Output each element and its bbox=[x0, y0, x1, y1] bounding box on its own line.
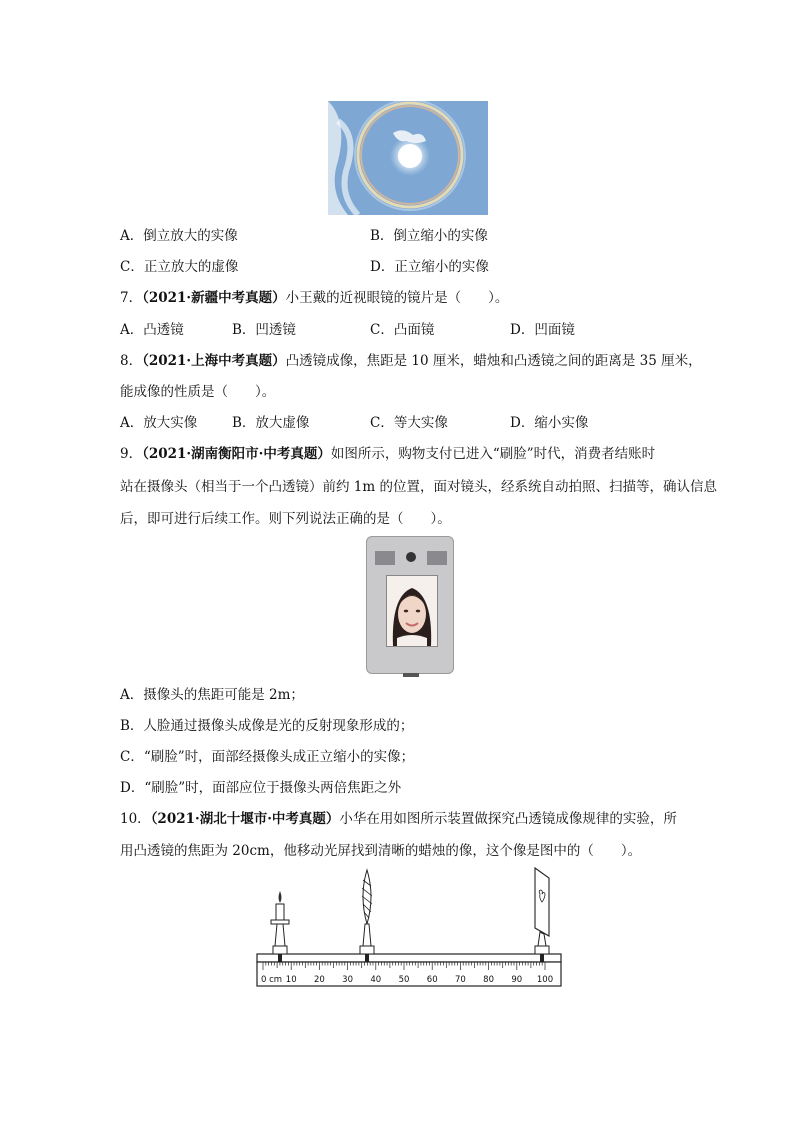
q9-stem-line3: 后，即可进行后续工作。则下列说法正确的是（ ）。 bbox=[120, 511, 451, 527]
q10-question-part1: 小华在用如图所示装置做探究凸透镜成像规律的实验，所 bbox=[339, 811, 677, 827]
q6-option-a: A．倒立放大的实像 bbox=[120, 228, 238, 244]
ruler-tick-label: 0 cm bbox=[261, 975, 283, 985]
ruler-tick-label: 30 bbox=[342, 975, 354, 985]
q7-number: 7． bbox=[120, 290, 143, 306]
q8-option-c: C．等大实像 bbox=[370, 415, 448, 431]
q9-option-c: C．“刷脸”时，面部经摄像头成正立缩小的实像； bbox=[120, 749, 415, 765]
q7-question: 小王戴的近视眼镜的镜片是（ ）。 bbox=[285, 290, 509, 306]
ruler-tick-label: 40 bbox=[370, 975, 382, 985]
q8-option-d: D．缩小实像 bbox=[510, 415, 589, 431]
q9-option-b: B．人脸通过摄像头成像是光的反射现象形成的； bbox=[120, 718, 414, 734]
q9-stem-line1 bbox=[120, 444, 655, 464]
camera-lens-icon bbox=[406, 552, 416, 562]
q10-number: 10． bbox=[120, 811, 151, 827]
q7-option-c: C．凸面镜 bbox=[370, 322, 435, 338]
q8-question-part1: 凸透镜成像，焦距是 10 厘米，蜡烛和凸透镜之间的距离是 35 厘米， bbox=[285, 353, 702, 369]
ruler-tick-label: 90 bbox=[511, 975, 523, 985]
bench-rail bbox=[257, 954, 561, 962]
kiosk-panel-right bbox=[427, 551, 447, 565]
q8-stem-line1 bbox=[120, 351, 702, 371]
q7-option-a: A．凸透镜 bbox=[120, 322, 184, 338]
ruler-tick-label: 20 bbox=[313, 975, 325, 985]
q7-stem bbox=[120, 288, 508, 308]
ruler-tick-label: 80 bbox=[483, 975, 495, 985]
q10-stem-line2: 用凸透镜的焦距为 20cm，他移动光屏找到清晰的蜡烛的像，这个像是图中的（ ）。 bbox=[120, 843, 642, 859]
kiosk-stand bbox=[403, 673, 419, 677]
q7-option-d: D．凹面镜 bbox=[510, 322, 575, 338]
kiosk-screen-face bbox=[386, 575, 438, 647]
q10-source: （2021·湖北十堰市·中考真题） bbox=[150, 811, 340, 827]
q8-source: （2021·上海中考真题） bbox=[142, 353, 286, 369]
q6-option-b: B．倒立缩小的实像 bbox=[370, 228, 488, 244]
q9-question-part1: 如图所示，购物支付已进入“刷脸”时代，消费者结账时 bbox=[330, 446, 656, 462]
ruler-tick-label: 50 bbox=[398, 975, 410, 985]
q7-source: （2021·新疆中考真题） bbox=[142, 290, 286, 306]
q9-number: 9． bbox=[120, 446, 143, 462]
q9-stem-line2: 站在摄像头（相当于一个凸透镜）前约 1m 的位置，面对镜头，经系统自动拍照、扫描等，确认信息 bbox=[120, 479, 717, 495]
q6-option-c: C．正立放大的虚像 bbox=[120, 259, 239, 275]
kiosk-panel-left bbox=[375, 551, 395, 565]
face-pay-kiosk-figure bbox=[366, 536, 454, 674]
q7-option-b: B．凹透镜 bbox=[232, 322, 296, 338]
ruler-tick-label: 10 bbox=[285, 975, 297, 985]
optical-bench-svg bbox=[255, 866, 565, 991]
ruler-tick-label: 100 bbox=[536, 975, 554, 985]
q6-option-d: D．正立缩小的实像 bbox=[370, 259, 489, 275]
convex-lens-icon bbox=[360, 870, 374, 962]
ruler-tick-label: 60 bbox=[426, 975, 438, 985]
q9-option-d: D．“刷脸”时，面部应位于摄像头两倍焦距之外 bbox=[120, 780, 402, 796]
candle-icon bbox=[271, 891, 289, 962]
q8-option-a: A．放大实像 bbox=[120, 415, 198, 431]
q9-option-a: A．摄像头的焦距可能是 2m； bbox=[120, 687, 304, 703]
light-screen-icon bbox=[535, 868, 549, 962]
sun-halo-photo bbox=[328, 101, 488, 215]
q8-number: 8． bbox=[120, 353, 143, 369]
ruler-tick-label: 70 bbox=[454, 975, 466, 985]
q8-option-b: B．放大虚像 bbox=[232, 415, 310, 431]
q10-stem-line1 bbox=[120, 809, 677, 829]
q9-source: （2021·湖南衡阳市·中考真题） bbox=[142, 446, 331, 462]
optical-bench-figure bbox=[255, 866, 565, 991]
q8-stem-line2: 能成像的性质是（ ）。 bbox=[120, 384, 276, 400]
